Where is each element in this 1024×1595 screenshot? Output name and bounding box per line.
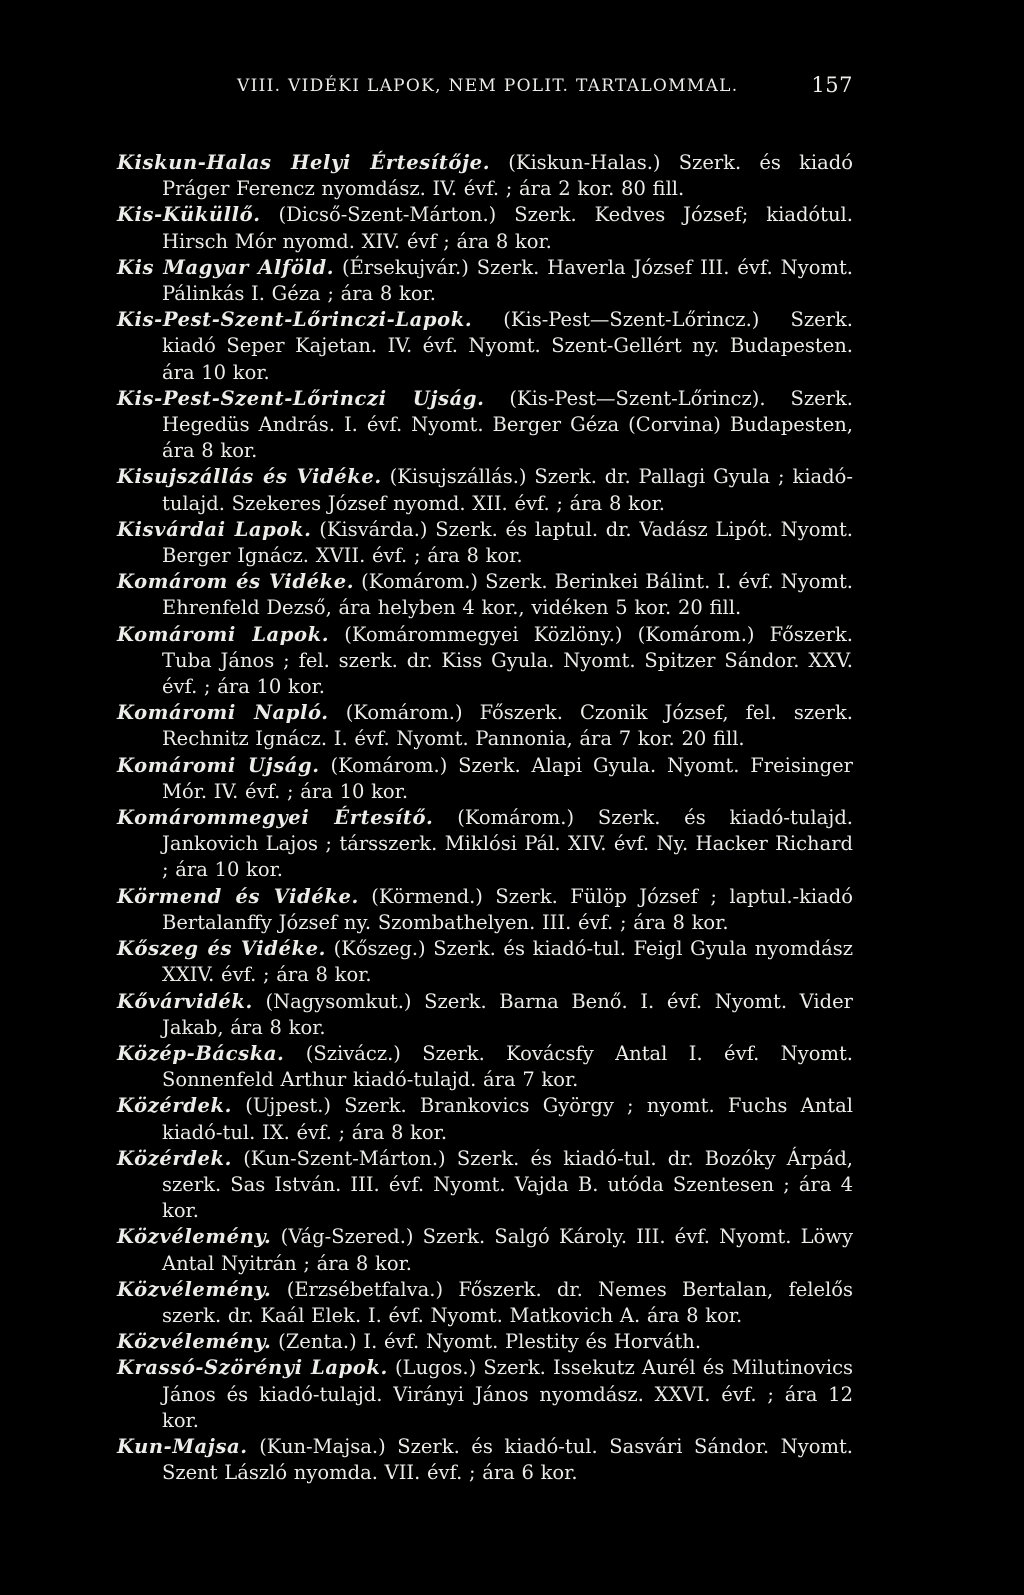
entry-text: (Kun-Majsa.) Szerk. és kiadó-tul. Sasvári Sándor. Nyomt. Szent László nyomda. VII. évf. ; ára 6 kor. [162,1434,853,1485]
list-item [117,1146,853,1225]
list-item [117,884,853,936]
entry-text: (Komárom.) Szerk. és kiadó-tulajd. Jankovich Lajos ; társszerk. Miklósi Pál. XIV. évf. Ny. Hacker Richard ; ára 10 kor. [162,806,853,882]
entry-text: (Vág-Szered.) Szerk. Salgó Károly. III. évf. Nyomt. Löwy Antal Nyitrán ; ára 8 kor. [162,1225,853,1275]
entry-title: Komáromi Ujság. [117,753,320,777]
list-item [117,464,853,516]
list-item [117,1041,853,1093]
list-item [117,569,853,621]
list-item [117,622,853,701]
list-item [117,1355,853,1434]
entry-title: Körmend és Vidéke. [117,884,359,908]
entry-title: Közérdek. [117,1094,233,1118]
list-item [117,805,853,884]
list-item [117,386,853,465]
page-header [237,73,853,106]
entry-text: (Szivácz.) Szerk. Kovácsfy Antal I. évf. Nyomt. Sonnenfeld Arthur kiadó-tulajd. ára 7 kor. [162,1041,853,1092]
page-number: 157 [811,73,853,97]
running-title: VIII. VIDÉKI LAPOK, NEM POLIT. TARTALOMMAL. [237,76,739,96]
entry-title: Komáromi Lapok. [117,622,330,646]
entry-text: (Kőszeg.) Szerk. és kiadó-tul. Feigl Gyula nyomdász XXIV. évf. ; ára 8 kor. [162,937,853,987]
entry-text: (Zenta.) I. évf. Nyomt. Plestity és Horváth. [271,1330,702,1354]
entry-title: Kis-Küküllő. [117,203,261,227]
entry-title: Kisujszállás és Vidéke. [117,465,382,489]
list-item [117,255,853,307]
entry-text: (Dicső-Szent-Márton.) Szerk. Kedves József; kiadótul. Hirsch Mór nyomd. XIV. évf ; ára 8 kor. [162,203,853,253]
entry-text: (Lugos.) Szerk. Issekutz Aurél és Milutinovics János és kiadó-tulajd. Virányi János nyomdász. XXVI. évf. ; ára 12 kor. [162,1356,854,1432]
entry-title: Kővárvidék. [117,989,253,1013]
entry-title: Közvélemény. [117,1225,272,1249]
entry-title: Komárom és Vidéke. [117,570,355,594]
entry-title: Kun-Majsa. [117,1434,248,1458]
entry-text: (Körmend.) Szerk. Fülöp József ; laptul.-kiadó Bertalanffy József ny. Szombathelyen. III. évf. ; ára 8 kor. [162,884,854,934]
entry-text: (Kis-Pest—Szent-Lőrincz.) Szerk. kiadó Seper Kajetan. IV. évf. Nyomt. Szent-Gellért ny. Budapesten. ára 10 kor. [162,308,853,384]
entry-text: (Érsekujvár.) Szerk. Haverla József III. évf. Nyomt. Pálinkás I. Géza ; ára 8 kor. [162,255,853,306]
entry-title: Kiskun-Halas Helyi Értesítője. [117,151,491,174]
entry-title: Kisvárdai Lapok. [117,517,312,541]
entry-text: (Kisvárda.) Szerk. és laptul. dr. Vadász Lipót. Nyomt. Berger Ignácz. XVII. évf. ; ára 8 kor. [162,517,853,568]
entry-list [117,150,853,1486]
entry-title: Komárommegyei Értesítő. [117,806,434,830]
list-item [117,700,853,752]
list-item [117,753,853,805]
list-item [117,150,853,202]
list-item [117,936,853,988]
list-item [117,1277,853,1329]
entry-title: Kőszeg és Vidéke. [117,937,327,961]
entry-title: Közvélemény. [117,1330,272,1354]
entry-text: (Kisujszállás.) Szerk. dr. Pallagi Gyula ; kiadó-tulajd. Szekeres József nyomd. XII. évf. ; ára 8 kor. [162,465,853,515]
entry-title: Közvélemény. [117,1277,272,1301]
list-item [117,1224,853,1276]
entry-title: Kis-Pest-Szent-Lőrinczi-Lapok. [117,308,473,332]
entry-title: Kis Magyar Alföld. [117,255,335,279]
entry-text: (Kis-Pest—Szent-Lőrincz). Szerk. Hegedüs András. I. évf. Nyomt. Berger Géza (Corvina) Budapesten, ára 8 kor. [162,386,853,463]
entry-text: (Erzsébetfalva.) Főszerk. dr. Nemes Bertalan, felelős szerk. dr. Kaál Elek. I. évf. Nyomt. Matkovich A. ára 8 kor. [162,1277,853,1327]
entry-title: Krassó-Szörényi Lapok. [117,1356,388,1380]
entry-text: (Komárom.) Szerk. Alapi Gyula. Nyomt. Freisinger Mór. IV. évf. ; ára 10 kor. [162,753,853,803]
entry-title: Kis-Pest-Szent-Lőrinczi Ujság. [117,386,485,410]
entry-text: (Kiskun-Halas.) Szerk. és kiadó Práger Ferencz nyomdász. IV. évf. ; ára 2 kor. 80 fill. [162,151,853,201]
list-item [117,307,853,386]
entry-title: Közérdek. [117,1146,233,1170]
entry-title: Közép-Bácska. [117,1041,285,1065]
list-item [117,517,853,569]
entry-text: (Ujpest.) Szerk. Brankovics György ; nyomt. Fuchs Antal kiadó-tul. IX. évf. ; ára 8 kor. [162,1094,853,1144]
list-item [117,1329,853,1355]
list-item [117,202,853,254]
entry-text: (Nagysomkut.) Szerk. Barna Benő. I. évf. Nyomt. Vider Jakab, ára 8 kor. [162,989,853,1039]
list-item [117,989,853,1041]
entry-text: (Komárommegyei Közlöny.) (Komárom.) Főszerk. Tuba János ; fel. szerk. dr. Kiss Gyula. Nyomt. Spitzer Sándor. XXV. évf. ; ára 10 kor. [162,622,853,699]
list-item [117,1093,853,1145]
entry-text: (Komárom.) Főszerk. Czonik József, fel. szerk. Rechnitz Ignácz. I. évf. Nyomt. Pannonia, ára 7 kor. 20 fill. [162,701,854,751]
entry-text: (Kun-Szent-Márton.) Szerk. és kiadó-tul. dr. Bozóky Árpád, szerk. Sas István. III. évf. Nyomt. Vajda B. utóda Szentesen ; ára 4 kor. [162,1146,853,1223]
list-item [117,1434,853,1486]
entry-title: Komáromi Napló. [117,701,329,725]
entry-text: (Komárom.) Szerk. Berinkei Bálint. I. évf. Nyomt. Ehrenfeld Dezső, ára helyben 4 kor., vidéken 5 kor. 20 fill. [162,570,853,620]
